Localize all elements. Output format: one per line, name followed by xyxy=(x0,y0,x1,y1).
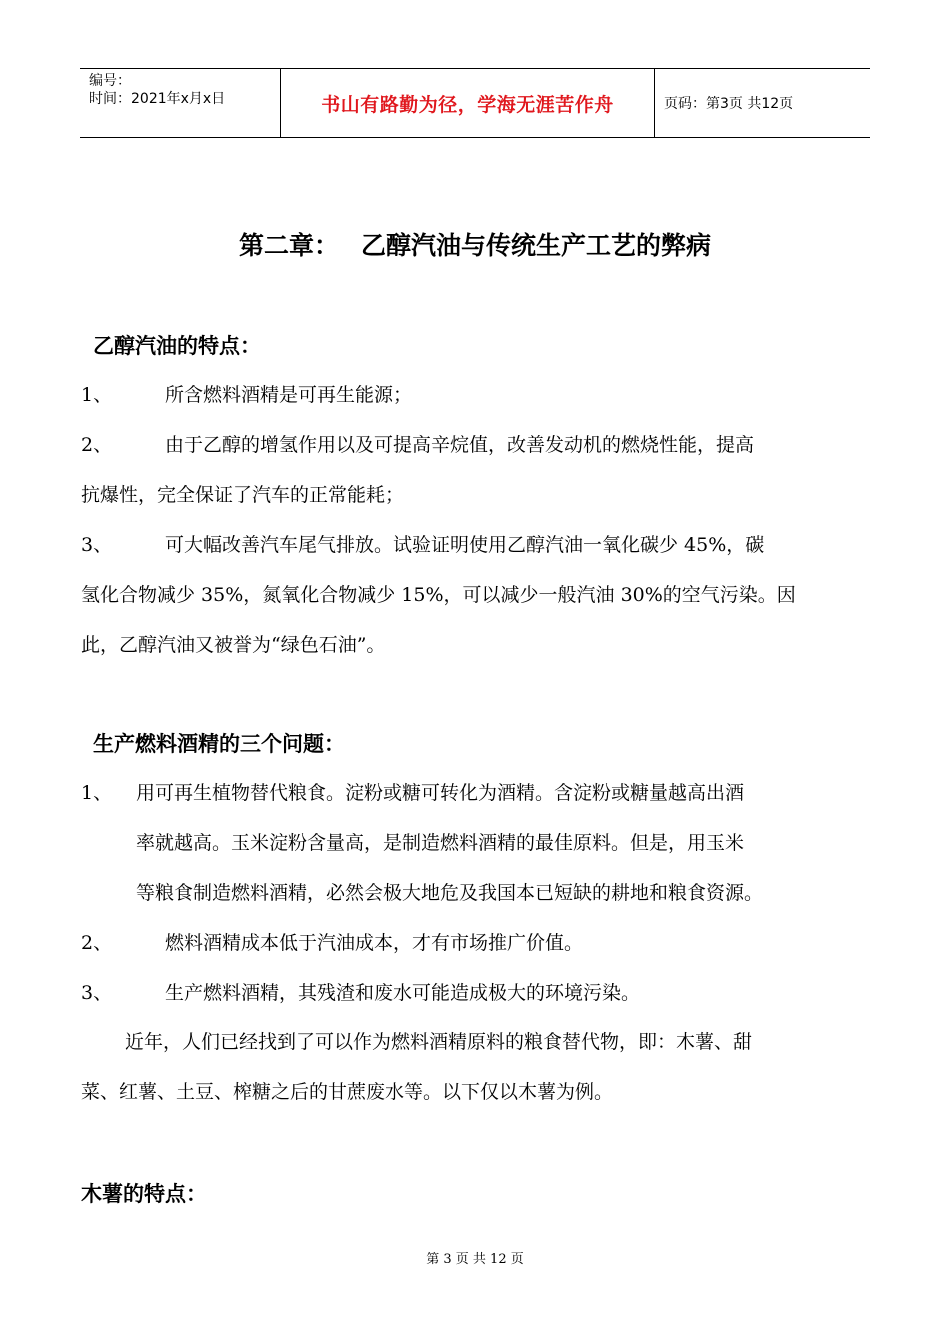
list-item-text: 氢化合物减少 35%，氮氧化合物减少 15%，可以减少一般汽油 30%的空气污染。因 xyxy=(81,584,796,606)
list-item-text: 所含燃料酒精是可再生能源； xyxy=(165,384,413,406)
list-number: 2、 xyxy=(81,932,113,954)
list-item-text: 燃料酒精成本低于汽油成本，才有市场推广价值。 xyxy=(165,932,584,954)
list-item-text: 等粮食制造燃料酒精，必然会极大地危及我国本已短缺的耕地和粮食资源。 xyxy=(136,882,764,904)
list-item-text: 率就越高。玉米淀粉含量高，是制造燃料酒精的最佳原料。但是，用玉米 xyxy=(136,832,745,854)
list-item-text: 用可再生植物替代粮食。淀粉或糖可转化为酒精。含淀粉或糖量越高出酒 xyxy=(136,782,745,804)
chapter-name: 乙醇汽油与传统生产工艺的弊病 xyxy=(361,231,712,260)
paragraph-line: 近年，人们已经找到了可以作为燃料酒精原料的粮食替代物，即：木薯、甜 xyxy=(125,1031,753,1053)
document-header xyxy=(80,68,870,138)
time-label: 时间：2021年x月x日 xyxy=(89,91,226,107)
chapter-number: 第二章： xyxy=(238,231,339,260)
section-heading-cassava-features: 木薯的特点： xyxy=(81,1182,207,1206)
list-item-text: 生产燃料酒精，其残渣和废水可能造成极大的环境污染。 xyxy=(165,982,641,1004)
header-motto-cell xyxy=(281,69,655,137)
list-item-text: 抗爆性，完全保证了汽车的正常能耗； xyxy=(81,484,405,506)
list-number: 3、 xyxy=(81,982,113,1004)
section-heading-ethanol-features: 乙醇汽油的特点： xyxy=(93,334,261,358)
list-number: 3、 xyxy=(81,534,113,556)
list-item-text: 由于乙醇的增氢作用以及可提高辛烷值，改善发动机的燃烧性能，提高 xyxy=(165,434,755,456)
header-meta-cell xyxy=(80,69,281,137)
chapter-title xyxy=(0,226,950,262)
header-page-info: 页码：第3页 共12页 xyxy=(664,96,794,112)
list-item-text: 此，乙醇汽油又被誉为“绿色石油”。 xyxy=(81,634,386,656)
page-footer: 第 3 页 共 12 页 xyxy=(426,1252,524,1267)
motto-text: 书山有路勤为径，学海无涯苦作舟 xyxy=(321,93,614,116)
list-number: 1、 xyxy=(81,384,113,406)
section-heading-production-issues: 生产燃料酒精的三个问题： xyxy=(93,732,345,756)
header-page-cell xyxy=(655,69,870,137)
list-number: 2、 xyxy=(81,434,113,456)
serial-label: 编号： xyxy=(89,73,131,89)
list-item-text: 可大幅改善汽车尾气排放。试验证明使用乙醇汽油一氧化碳少 45%，碳 xyxy=(165,534,765,556)
paragraph-line: 菜、红薯、土豆、榨糖之后的甘蔗废水等。以下仅以木薯为例。 xyxy=(81,1081,614,1103)
list-number: 1、 xyxy=(81,782,113,804)
